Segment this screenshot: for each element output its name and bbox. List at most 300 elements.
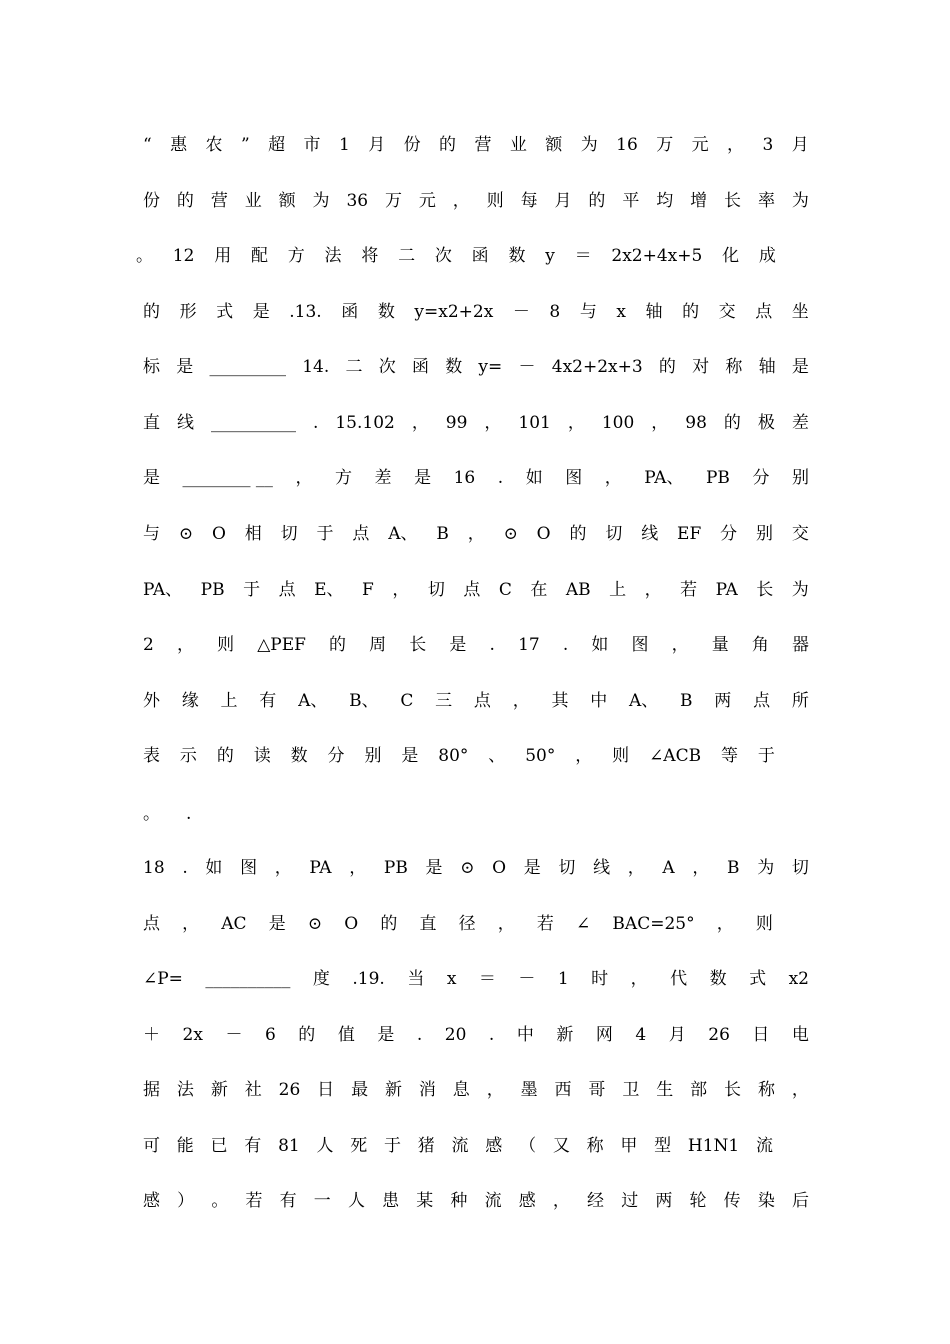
text-token: 表	[143, 746, 160, 766]
text-token: 所	[791, 691, 809, 711]
text-token: 长	[724, 1080, 742, 1100]
text-token: 周	[369, 635, 387, 655]
text-token: 线	[176, 413, 194, 433]
text-token: 的	[439, 135, 457, 155]
text-line	[143, 463, 809, 493]
text-token: 为	[312, 191, 330, 211]
text-token: A、	[628, 691, 659, 711]
text-token: 别	[755, 524, 773, 544]
text-token: 切	[280, 524, 298, 544]
text-token: 代	[670, 969, 688, 989]
text-token: 1	[557, 969, 569, 989]
text-token: B	[680, 691, 693, 711]
text-token: 是	[252, 302, 270, 322]
text-token: 是	[425, 858, 443, 878]
text-token: 50°	[525, 746, 556, 766]
text-token: 3	[762, 135, 774, 155]
text-token: 式	[749, 969, 767, 989]
text-token: 人	[316, 1136, 334, 1156]
text-token: ，	[575, 746, 593, 766]
text-token: ，	[295, 468, 313, 488]
text-token: 交	[718, 302, 736, 322]
text-token: 等	[721, 746, 738, 766]
text-line	[143, 297, 809, 327]
text-token: ∠ACB	[649, 746, 702, 766]
text-line	[143, 799, 809, 829]
text-token: 99	[445, 413, 468, 433]
text-token: 则	[217, 635, 235, 655]
text-token: 的	[298, 1025, 316, 1045]
text-token: 经	[587, 1191, 605, 1211]
text-token: 超	[268, 135, 286, 155]
text-token: 如	[525, 468, 543, 488]
text-token: ，	[486, 1080, 504, 1100]
text-token: A、	[298, 691, 328, 711]
text-token: 度	[312, 969, 330, 989]
text-token: __________	[210, 413, 296, 433]
text-token: 有	[259, 691, 277, 711]
text-token: 18	[143, 858, 165, 878]
text-line	[136, 241, 776, 271]
text-token: C	[498, 580, 512, 600]
text-token: 的	[216, 746, 234, 766]
text-token: O	[344, 914, 359, 934]
text-line	[143, 1075, 809, 1105]
text-token: 8	[549, 302, 561, 322]
text-token: －	[518, 357, 536, 377]
text-token: 4	[635, 1025, 647, 1045]
text-token: 17	[518, 635, 540, 655]
text-token: ，	[630, 969, 648, 989]
text-token: 上	[609, 580, 627, 600]
text-token: 于	[384, 1136, 401, 1156]
text-token: “	[143, 135, 152, 155]
text-token: 甲	[620, 1136, 638, 1156]
text-token: .	[488, 1025, 495, 1045]
text-token: .	[312, 413, 319, 433]
text-token: ，	[671, 635, 689, 655]
text-token: ，	[791, 1080, 809, 1100]
text-token: PB	[705, 468, 730, 488]
text-token: 死	[350, 1136, 368, 1156]
text-token: 于	[757, 746, 775, 766]
text-token: .	[489, 635, 495, 655]
text-token: 在	[530, 580, 548, 600]
text-token: 患	[382, 1191, 400, 1211]
text-token: A、	[388, 524, 418, 544]
text-token: 角	[751, 635, 769, 655]
text-token: 100	[601, 413, 635, 433]
text-token: 为	[580, 135, 598, 155]
text-token: 如	[205, 858, 223, 878]
text-token: E、	[314, 580, 344, 600]
text-line	[143, 1131, 773, 1161]
text-token: 2x	[182, 1025, 203, 1045]
text-token: ∠P=	[143, 969, 183, 989]
text-token: 则	[486, 191, 504, 211]
text-token: 的	[176, 191, 194, 211]
text-token: 型	[654, 1136, 672, 1156]
text-token: 交	[791, 524, 809, 544]
text-token: ，	[274, 858, 292, 878]
text-token: 若	[245, 1191, 263, 1211]
text-token: 数	[445, 357, 463, 377]
text-token: 点	[278, 580, 296, 600]
text-token: 81	[278, 1136, 300, 1156]
text-token: H1N1	[687, 1136, 740, 1156]
text-token: 墨	[520, 1080, 538, 1100]
text-token: 感	[485, 1136, 503, 1156]
text-token: ，	[349, 858, 367, 878]
text-token: 线	[593, 858, 611, 878]
text-token: 网	[595, 1025, 613, 1045]
text-token: 对	[692, 357, 710, 377]
text-line	[143, 630, 809, 660]
text-token: 与	[143, 524, 160, 544]
text-token: 数	[290, 746, 308, 766]
text-token: 称	[757, 1080, 775, 1100]
text-token: 两	[714, 691, 732, 711]
text-token: PA、	[143, 580, 183, 600]
text-token: ，	[467, 524, 485, 544]
text-token: 点	[755, 302, 773, 322]
text-line	[143, 1186, 809, 1216]
text-token: 某	[416, 1191, 434, 1211]
text-token: 电	[791, 1025, 809, 1045]
text-token: PA、	[644, 468, 684, 488]
text-token: 称	[725, 357, 743, 377]
text-token: 方	[287, 246, 305, 266]
text-token: 点	[463, 580, 481, 600]
text-token: 切	[605, 524, 623, 544]
text-token: 2x2+4x+5	[611, 246, 703, 266]
text-token: 万	[656, 135, 674, 155]
text-token: 上	[220, 691, 238, 711]
text-token: _________	[209, 357, 286, 377]
text-token: AC	[221, 914, 247, 934]
text-token: 与	[579, 302, 597, 322]
text-token: C	[400, 691, 414, 711]
text-token: 点	[352, 524, 370, 544]
text-token: 新	[210, 1080, 228, 1100]
text-token: 增	[690, 191, 708, 211]
text-token: ，	[452, 191, 470, 211]
text-line	[143, 186, 809, 216]
text-line	[143, 352, 809, 382]
text-line	[143, 909, 773, 939]
text-token: ”	[240, 135, 250, 155]
text-token: __________	[205, 969, 291, 989]
text-token: 98	[685, 413, 707, 433]
text-token: 化	[722, 246, 740, 266]
text-line	[143, 575, 809, 605]
text-token: .	[182, 858, 188, 878]
text-token: 36	[346, 191, 369, 211]
text-token: 的	[723, 413, 741, 433]
text-token: 人	[347, 1191, 365, 1211]
text-token: 图	[631, 635, 649, 655]
text-token: 的	[143, 302, 160, 322]
text-token: 相	[244, 524, 262, 544]
text-token: ，	[651, 413, 669, 433]
text-line	[143, 519, 809, 549]
text-token: 直	[419, 914, 437, 934]
text-token: ⊙	[307, 914, 323, 934]
text-token: 则	[612, 746, 630, 766]
text-token: 分	[752, 468, 770, 488]
text-line	[143, 1020, 809, 1050]
text-token: 农	[205, 135, 223, 155]
text-token: BAC=25°	[612, 914, 695, 934]
text-token: 称	[586, 1136, 604, 1156]
text-token: ，	[411, 413, 429, 433]
text-token: 20	[444, 1025, 467, 1045]
text-token: 极	[757, 413, 775, 433]
text-token: 月	[554, 191, 572, 211]
text-token: 式	[216, 302, 234, 322]
text-token: 是	[414, 468, 432, 488]
text-token: 量	[711, 635, 729, 655]
text-token: 已	[210, 1136, 228, 1156]
text-token: B、	[349, 691, 379, 711]
text-line	[143, 686, 809, 716]
text-token: 图	[240, 858, 258, 878]
text-token: 切	[558, 858, 576, 878]
text-token: 有	[279, 1191, 297, 1211]
text-line	[143, 741, 775, 771]
text-token: ＋	[143, 1025, 160, 1045]
text-token: x2	[788, 969, 809, 989]
text-token: A	[662, 858, 675, 878]
text-token: 器	[792, 635, 809, 655]
text-token: 最	[351, 1080, 369, 1100]
text-token: 。	[136, 246, 153, 266]
text-token: 12	[172, 246, 195, 266]
text-token: ∠	[576, 914, 591, 934]
text-token: 于	[316, 524, 334, 544]
text-token: ，	[567, 413, 585, 433]
text-token: 一	[313, 1191, 331, 1211]
text-token: 是	[791, 357, 809, 377]
text-token: ，	[552, 1191, 570, 1211]
text-token: 差	[791, 413, 809, 433]
text-token: 流	[484, 1191, 502, 1211]
text-token: .	[562, 635, 569, 655]
text-token: 猪	[417, 1136, 435, 1156]
text-token: y=x2+2x	[414, 302, 494, 322]
text-token: 是	[377, 1025, 395, 1045]
text-token: O	[492, 858, 507, 878]
text-token: 其	[551, 691, 569, 711]
text-token: 率	[757, 191, 775, 211]
text-token: .	[497, 468, 504, 488]
text-token: 息	[452, 1080, 470, 1100]
text-token: 轴	[645, 302, 663, 322]
text-token: O	[211, 524, 226, 544]
text-token: 二	[345, 357, 363, 377]
text-token: 日	[317, 1080, 335, 1100]
text-token: 营	[474, 135, 492, 155]
text-token: 消	[418, 1080, 436, 1100]
text-token: －	[225, 1025, 243, 1045]
text-token: .13.	[289, 302, 322, 322]
text-token: x	[446, 969, 457, 989]
text-token: 元	[691, 135, 709, 155]
text-token: 点	[143, 914, 160, 934]
text-token: ，	[604, 468, 622, 488]
text-token: 是	[449, 635, 467, 655]
text-token: 配	[250, 246, 268, 266]
text-token: AB	[565, 580, 591, 600]
text-token: 若	[536, 914, 554, 934]
text-token: 额	[545, 135, 563, 155]
text-token: 80°	[438, 746, 469, 766]
text-token: F	[362, 580, 374, 600]
text-token: 的	[588, 191, 606, 211]
text-token: 别	[364, 746, 382, 766]
text-token: 分	[720, 524, 738, 544]
text-token: 西	[554, 1080, 572, 1100]
text-token: 当	[407, 969, 425, 989]
text-token: ⊙	[503, 524, 518, 544]
text-token: 可	[143, 1136, 160, 1156]
text-token: 感	[143, 1191, 160, 1211]
text-token: 中	[516, 1025, 534, 1045]
text-token: PA	[309, 858, 332, 878]
text-token: .	[186, 804, 192, 824]
text-token: y=	[478, 357, 503, 377]
text-token: 切	[427, 580, 445, 600]
text-token: 万	[384, 191, 402, 211]
text-token: ，	[716, 914, 734, 934]
text-token: 数	[377, 302, 395, 322]
text-token: 是	[176, 357, 194, 377]
text-token: 哥	[588, 1080, 606, 1100]
text-token: 分	[327, 746, 345, 766]
text-token: 月	[791, 135, 809, 155]
text-token: ，	[392, 580, 410, 600]
text-token: 线	[641, 524, 659, 544]
text-token: ，	[692, 858, 710, 878]
text-token: ，	[627, 858, 645, 878]
text-token: 营	[210, 191, 228, 211]
text-token: 外	[143, 691, 160, 711]
text-token: 别	[791, 468, 809, 488]
text-token: ，	[484, 413, 502, 433]
text-token: 为	[791, 580, 809, 600]
text-token: EF	[677, 524, 702, 544]
text-token: 图	[565, 468, 583, 488]
text-token: 点	[473, 691, 491, 711]
text-token: 读	[253, 746, 271, 766]
text-token: 时	[591, 969, 609, 989]
text-token: .19.	[352, 969, 385, 989]
text-token: 切	[791, 858, 809, 878]
text-token: 日	[752, 1025, 770, 1045]
text-token: 函	[411, 357, 429, 377]
text-token: 业	[244, 191, 262, 211]
text-line	[143, 853, 809, 883]
text-token: 用	[214, 246, 232, 266]
text-token: 于	[243, 580, 261, 600]
text-token: 二	[398, 246, 416, 266]
text-token: 直	[143, 413, 160, 433]
text-token: 三	[435, 691, 453, 711]
text-token: 法	[176, 1080, 194, 1100]
text-token: 部	[690, 1080, 708, 1100]
text-token: 值	[337, 1025, 355, 1045]
text-token: 的	[329, 635, 347, 655]
text-token: 是	[401, 746, 419, 766]
text-token: 能	[176, 1136, 194, 1156]
text-token: ________ __	[182, 468, 273, 488]
text-line	[143, 130, 809, 160]
text-token: 若	[680, 580, 698, 600]
text-token: 标	[143, 357, 160, 377]
text-token: 份	[143, 191, 160, 211]
text-token: 长	[724, 191, 742, 211]
text-token: 均	[656, 191, 674, 211]
text-token: 感	[518, 1191, 536, 1211]
text-token: x	[616, 302, 626, 322]
text-token: ＝	[478, 969, 496, 989]
text-token: ）	[177, 1191, 195, 1211]
text-token: 缘	[181, 691, 199, 711]
text-token: .	[416, 1025, 423, 1045]
text-token: 据	[143, 1080, 160, 1100]
text-token: 有	[244, 1136, 262, 1156]
text-token: 6	[264, 1025, 276, 1045]
text-token: 是	[143, 468, 160, 488]
text-token: 径	[458, 914, 476, 934]
text-token: ＝	[574, 246, 592, 266]
text-token: 长	[409, 635, 427, 655]
text-token: B	[436, 524, 449, 544]
text-token: 为	[791, 191, 809, 211]
text-token: 4x2+2x+3	[551, 357, 643, 377]
text-token: 平	[622, 191, 640, 211]
text-token: PA	[715, 580, 738, 600]
text-token: 的	[569, 524, 587, 544]
text-token: 月	[668, 1025, 686, 1045]
text-token: 染	[757, 1191, 775, 1211]
text-token: 1	[338, 135, 350, 155]
text-token: 点	[753, 691, 771, 711]
text-token: △PEF	[257, 635, 306, 655]
text-token: 业	[509, 135, 527, 155]
text-token: ，	[727, 135, 745, 155]
text-token: 是	[523, 858, 541, 878]
text-token: 月	[368, 135, 386, 155]
text-token: O	[536, 524, 551, 544]
text-token: ，	[497, 914, 515, 934]
text-token: 则	[755, 914, 773, 934]
text-token: 差	[374, 468, 392, 488]
text-token: 坐	[791, 302, 809, 322]
text-token: 后	[791, 1191, 809, 1211]
text-token: 传	[723, 1191, 741, 1211]
text-token: PB	[200, 580, 225, 600]
text-token: 又	[552, 1136, 570, 1156]
text-token: 法	[324, 246, 342, 266]
text-token: 长	[756, 580, 774, 600]
text-token: 新	[384, 1080, 402, 1100]
text-token: 函	[471, 246, 489, 266]
text-token: 额	[278, 191, 296, 211]
text-token: 16	[616, 135, 638, 155]
text-token: 次	[378, 357, 396, 377]
text-token: 惠	[170, 135, 188, 155]
